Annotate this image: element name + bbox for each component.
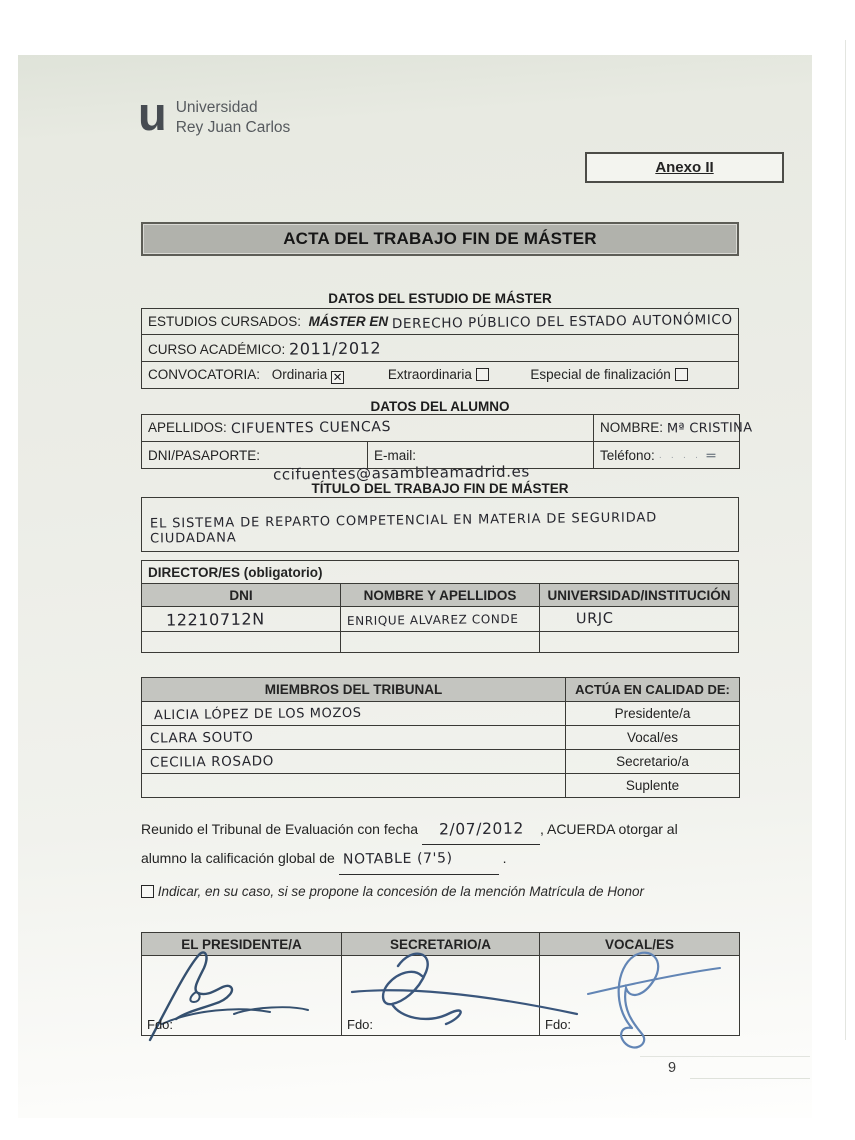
- scan-artifact-line: [690, 1078, 810, 1079]
- apellidos-value: CIFUENTES CUENCAS: [230, 419, 391, 437]
- acuerdo-line2-post: .: [502, 850, 507, 867]
- fecha-value: 2/07/2012: [438, 819, 524, 839]
- tribunal-calidad-secretario: Secretario/a: [566, 750, 740, 774]
- nombre-value: Mª CRISTINA: [666, 420, 753, 437]
- dni-pasaporte-label: DNI/PASAPORTE:: [148, 447, 261, 463]
- tribunal-row: [142, 702, 740, 726]
- directores-col-nombre: NOMBRE Y APELLIDOS: [341, 584, 540, 607]
- email-handwritten-value: ccifuentes@asambleamadrid.es: [272, 462, 530, 484]
- calificacion-slot: [339, 845, 499, 874]
- calificacion-value: NOTABLE (7'5): [342, 850, 453, 868]
- acuerdo-line1-post: , ACUERDA otorgar al: [539, 821, 678, 837]
- acuerdo-line2-pre: alumno la calificación global de: [141, 850, 335, 867]
- acuerdo-paragraph: [141, 814, 753, 875]
- telefono-redacted-marks: · · · ·: [658, 451, 702, 463]
- email-handwritten-line: [141, 464, 661, 482]
- titulo-box: [141, 497, 739, 552]
- convocatoria-label: CONVOCATORIA:: [148, 366, 261, 382]
- tribunal-miembro-secretario: CECILIA ROSADO: [149, 752, 274, 771]
- fdo-label-secretario: Fdo:: [347, 1017, 374, 1032]
- convocatoria-option-especial: [530, 367, 687, 382]
- mencion-note-line: [141, 884, 753, 899]
- directores-heading: DIRECTOR/ES (obligatorio): [142, 561, 739, 584]
- firma-secretario-cell: [342, 956, 540, 1036]
- especial-checkbox-icon: [675, 368, 688, 381]
- curso-academico-label: CURSO ACADÉMICO:: [148, 341, 286, 357]
- mencion-checkbox-icon: [141, 885, 154, 898]
- directores-table: [141, 560, 739, 653]
- tribunal-calidad-suplente: Suplente: [566, 774, 740, 798]
- firma-vocal-cell: [540, 956, 740, 1036]
- directores-col-dni: DNI: [142, 584, 341, 607]
- alumno-section-heading: DATOS DEL ALUMNO: [370, 399, 510, 414]
- extraordinaria-checkbox-icon: [476, 368, 489, 381]
- fdo-label-presidente: Fdo:: [147, 1017, 174, 1032]
- ordinaria-checkbox-icon: ✕: [332, 369, 343, 384]
- university-logo: [138, 87, 291, 140]
- scan-artifact-line: [640, 1056, 810, 1057]
- estudio-section-heading: DATOS DEL ESTUDIO DE MÁSTER: [328, 291, 552, 306]
- scan-edge-artifact: [845, 40, 846, 1040]
- university-name-line1: Universidad: [175, 99, 258, 116]
- director-nombre-value: ENRIQUE ALVAREZ CONDE: [346, 611, 519, 628]
- tribunal-calidad-vocal: Vocal/es: [566, 726, 740, 750]
- tribunal-col-calidad: ACTÚA EN CALIDAD DE:: [566, 678, 740, 702]
- titulo-value: EL SISTEMA DE REPARTO COMPETENCIAL EN MATERIA DE SEGURIDAD CIUDADANA: [149, 510, 658, 547]
- convocatoria-option-extraordinaria: [388, 367, 493, 382]
- firma-presidente-cell: [142, 956, 342, 1036]
- director-universidad-value: URJC: [575, 610, 614, 628]
- firmas-col-secretario: SECRETARIO/A: [342, 933, 540, 956]
- university-name: [176, 98, 291, 138]
- document-title-bar: [141, 222, 739, 256]
- estudios-cursados-row: [142, 309, 739, 335]
- curso-academico-value: 2011/2012: [288, 337, 382, 359]
- estudios-cursados-label: ESTUDIOS CURSADOS:: [148, 313, 302, 329]
- urjc-logo-icon: u: [138, 87, 166, 140]
- tribunal-calidad-presidente: Presidente/a: [566, 702, 740, 726]
- director-dni-value: 12210712N: [165, 608, 265, 630]
- telefono-dash-mark: ＝: [704, 448, 717, 463]
- anexo-box: [585, 152, 784, 183]
- estudio-table: [141, 308, 739, 389]
- firmas-col-vocal: VOCAL/ES: [540, 933, 740, 956]
- extraordinaria-label: Extraordinaria: [387, 366, 472, 382]
- document-title: ACTA DEL TRABAJO FIN DE MÁSTER: [283, 229, 597, 248]
- mencion-note-text: Indicar, en su caso, si se propone la concesión de la mención Matrícula de Honor: [157, 884, 645, 899]
- tribunal-row: [142, 726, 740, 750]
- alumno-table: [141, 414, 753, 469]
- titulo-section-heading: TÍTULO DEL TRABAJO FIN DE MÁSTER: [311, 481, 569, 496]
- firmas-col-presidente: EL PRESIDENTE/A: [142, 933, 342, 956]
- telefono-label: Teléfono:: [600, 447, 655, 463]
- tribunal-miembro-vocal: CLARA SOUTO: [149, 728, 254, 747]
- tribunal-miembro-presidente: ALICIA LÓPEZ DE LOS MOZOS: [153, 705, 362, 723]
- email-label: E-mail:: [374, 447, 417, 463]
- estudios-cursados-value: DERECHO PÚBLICO DEL ESTADO AUTONÓMICO: [391, 311, 733, 332]
- director-row-empty: [142, 632, 739, 653]
- fdo-label-vocal: Fdo:: [545, 1017, 572, 1032]
- fecha-slot: [422, 814, 540, 845]
- apellidos-cell: [142, 415, 594, 442]
- ordinaria-label: Ordinaria: [271, 366, 328, 382]
- apellidos-label: APELLIDOS:: [148, 420, 227, 435]
- tribunal-row: [142, 750, 740, 774]
- anexo-label: Anexo II: [655, 159, 714, 176]
- firmas-table: [141, 932, 740, 1036]
- nombre-label: NOMBRE:: [600, 420, 664, 435]
- tribunal-row: [142, 774, 740, 798]
- page-number: 9: [668, 1060, 677, 1076]
- acuerdo-line1-pre: Reunido el Tribunal de Evaluación con fecha: [141, 821, 419, 837]
- nombre-cell: [594, 415, 753, 442]
- director-row: [142, 607, 739, 632]
- curso-academico-row: [142, 335, 739, 362]
- tribunal-table: [141, 677, 740, 798]
- master-en-prefix: MÁSTER EN: [308, 313, 389, 329]
- directores-col-universidad: UNIVERSIDAD/INSTITUCIÓN: [540, 584, 739, 607]
- university-name-line2: Rey Juan Carlos: [175, 119, 291, 137]
- especial-label: Especial de finalización: [530, 366, 671, 382]
- tribunal-col-miembros: MIEMBROS DEL TRIBUNAL: [142, 678, 566, 702]
- convocatoria-row: [142, 362, 739, 389]
- convocatoria-option-ordinaria: [272, 367, 348, 382]
